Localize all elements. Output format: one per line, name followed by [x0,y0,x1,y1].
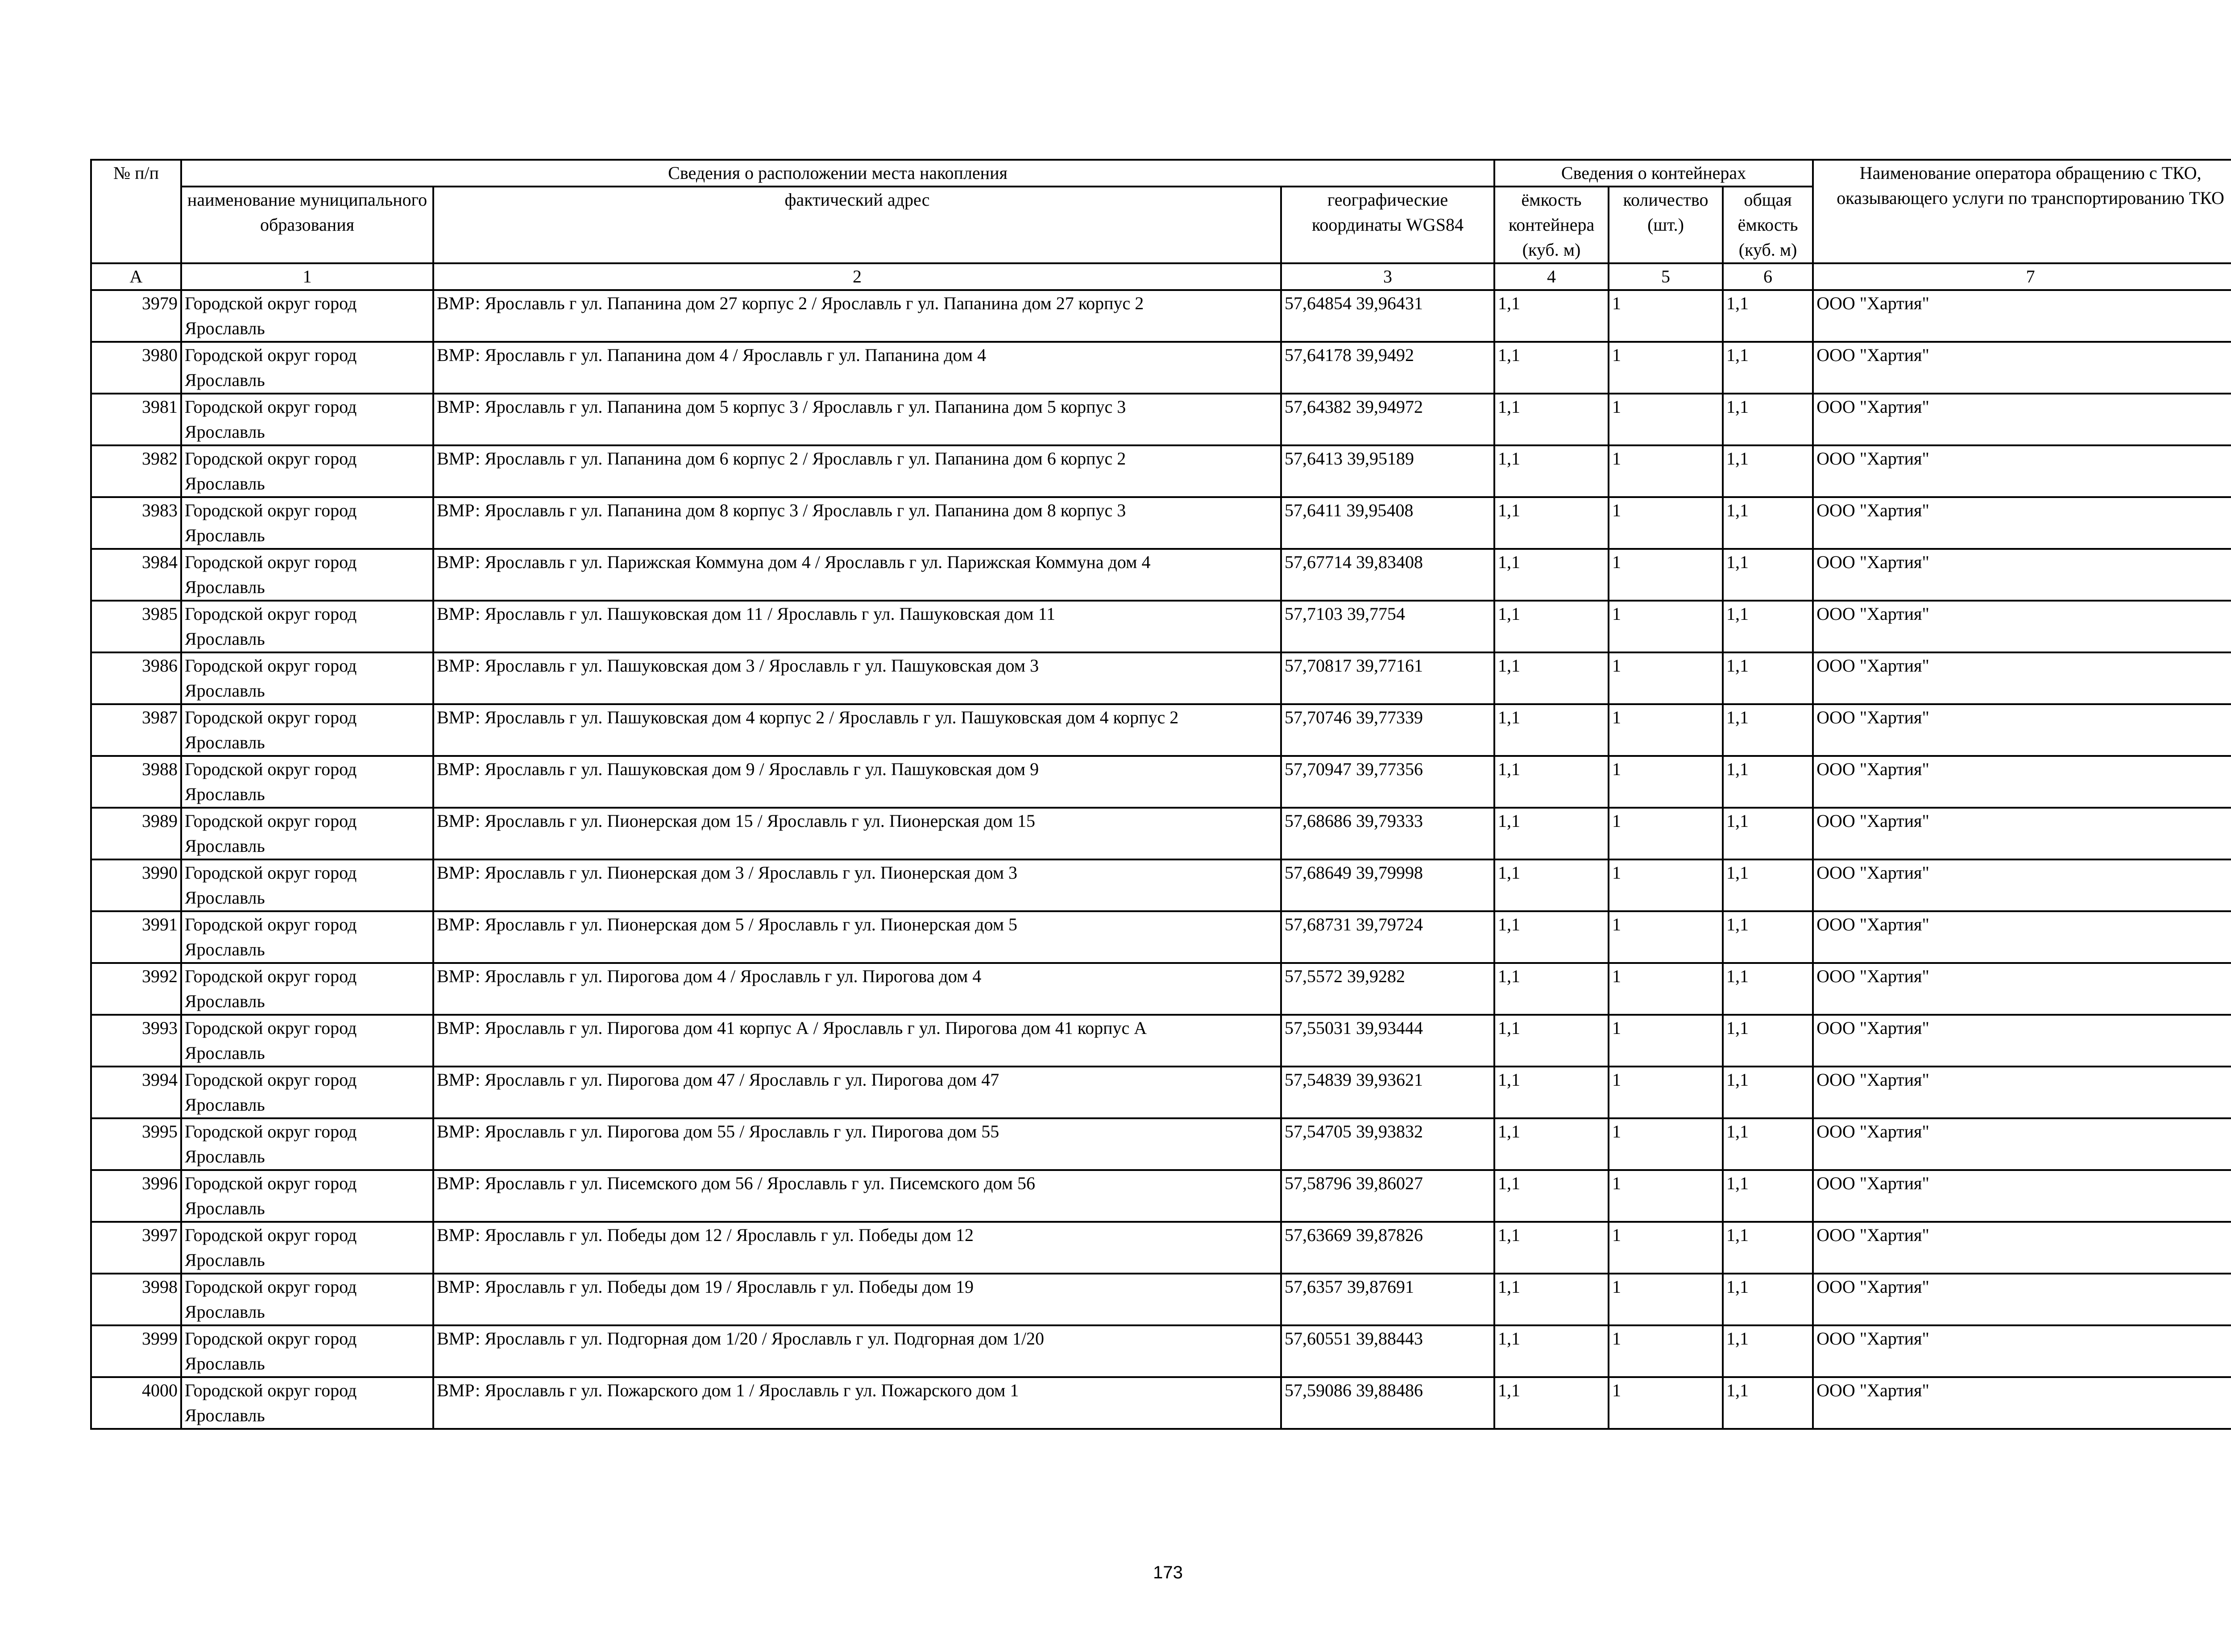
cell-coords: 57,70947 39,77356 [1281,756,1494,808]
index-cell: 6 [1723,263,1813,290]
index-cell: 5 [1609,263,1723,290]
table-row [91,963,2231,1015]
index-cell: А [91,263,181,290]
cell-count: 1 [1609,1118,1723,1170]
cell-address: ВМР: Ярославль г ул. Пирогова дом 41 корпус А / Ярославль г ул. Пирогова дом 41 корпус А [433,1015,1281,1067]
cell-count: 1 [1609,601,1723,652]
cell-total: 1,1 [1723,911,1813,963]
cell-count: 1 [1609,1067,1723,1118]
index-cell: 7 [1813,263,2231,290]
cell-coords: 57,7103 39,7754 [1281,601,1494,652]
header-index-row [91,263,2231,290]
cell-coords: 57,6413 39,95189 [1281,445,1494,497]
cell-total: 1,1 [1723,652,1813,704]
cell-municipality: Городской округ город Ярославль [181,911,433,963]
cell-total: 1,1 [1723,963,1813,1015]
cell-num: 3998 [91,1274,181,1325]
cell-address: ВМР: Ярославль г ул. Пионерская дом 5 / Ярославль г ул. Пионерская дом 5 [433,911,1281,963]
cell-total: 1,1 [1723,1118,1813,1170]
table-row [91,652,2231,704]
cell-operator: ООО "Хартия" [1813,1015,2231,1067]
header-address: фактический адрес [433,187,1281,263]
cell-address: ВМР: Ярославль г ул. Парижская Коммуна дом 4 / Ярославль г ул. Парижская Коммуна дом 4 [433,549,1281,601]
cell-address: ВМР: Ярославль г ул. Папанина дом 4 / Ярославль г ул. Папанина дом 4 [433,342,1281,394]
cell-capacity: 1,1 [1494,445,1609,497]
cell-total: 1,1 [1723,1222,1813,1274]
cell-address: ВМР: Ярославль г ул. Пашуковская дом 9 / Ярославль г ул. Пашуковская дом 9 [433,756,1281,808]
cell-coords: 57,67714 39,83408 [1281,549,1494,601]
cell-operator: ООО "Хартия" [1813,911,2231,963]
cell-operator: ООО "Хартия" [1813,1067,2231,1118]
table-row [91,808,2231,859]
cell-capacity: 1,1 [1494,601,1609,652]
page-number: 173 [1153,1563,1183,1582]
cell-num: 3983 [91,497,181,549]
cell-total: 1,1 [1723,1325,1813,1377]
cell-count: 1 [1609,290,1723,342]
cell-count: 1 [1609,1325,1723,1377]
cell-coords: 57,55031 39,93444 [1281,1015,1494,1067]
cell-address: ВМР: Ярославль г ул. Подгорная дом 1/20 / Ярославль г ул. Подгорная дом 1/20 [433,1325,1281,1377]
cell-count: 1 [1609,1222,1723,1274]
cell-total: 1,1 [1723,1015,1813,1067]
cell-coords: 57,6357 39,87691 [1281,1274,1494,1325]
cell-operator: ООО "Хартия" [1813,342,2231,394]
cell-operator: ООО "Хартия" [1813,497,2231,549]
cell-municipality: Городской округ город Ярославль [181,1222,433,1274]
cell-coords: 57,54705 39,93832 [1281,1118,1494,1170]
cell-address: ВМР: Ярославль г ул. Пашуковская дом 3 / Ярославль г ул. Пашуковская дом 3 [433,652,1281,704]
cell-operator: ООО "Хартия" [1813,290,2231,342]
cell-capacity: 1,1 [1494,963,1609,1015]
cell-operator: ООО "Хартия" [1813,859,2231,911]
cell-count: 1 [1609,1015,1723,1067]
cell-total: 1,1 [1723,497,1813,549]
cell-coords: 57,68649 39,79998 [1281,859,1494,911]
cell-address: ВМР: Ярославль г ул. Пионерская дом 15 / Ярославль г ул. Пионерская дом 15 [433,808,1281,859]
cell-municipality: Городской округ город Ярославль [181,652,433,704]
cell-capacity: 1,1 [1494,1118,1609,1170]
table-row [91,290,2231,342]
cell-num: 3980 [91,342,181,394]
cell-capacity: 1,1 [1494,394,1609,445]
cell-operator: ООО "Хартия" [1813,1325,2231,1377]
cell-coords: 57,63669 39,87826 [1281,1222,1494,1274]
cell-address: ВМР: Ярославль г ул. Пионерская дом 3 / Ярославль г ул. Пионерская дом 3 [433,859,1281,911]
cell-address: ВМР: Ярославль г ул. Пирогова дом 47 / Ярославль г ул. Пирогова дом 47 [433,1067,1281,1118]
table-row [91,601,2231,652]
cell-operator: ООО "Хартия" [1813,1170,2231,1222]
cell-operator: ООО "Хартия" [1813,601,2231,652]
cell-capacity: 1,1 [1494,704,1609,756]
cell-num: 3985 [91,601,181,652]
cell-municipality: Городской округ город Ярославль [181,290,433,342]
cell-count: 1 [1609,394,1723,445]
cell-total: 1,1 [1723,1067,1813,1118]
cell-coords: 57,64854 39,96431 [1281,290,1494,342]
cell-total: 1,1 [1723,1274,1813,1325]
table-row [91,1222,2231,1274]
cell-num: 3982 [91,445,181,497]
cell-total: 1,1 [1723,1377,1813,1429]
cell-total: 1,1 [1723,1170,1813,1222]
index-cell: 2 [433,263,1281,290]
table-row [91,1170,2231,1222]
cell-capacity: 1,1 [1494,342,1609,394]
header-operator: Наименование оператора обращению с ТКО, оказывающего услуги по транспортированию ТКО [1813,160,2231,263]
cell-operator: ООО "Хартия" [1813,652,2231,704]
cell-coords: 57,68731 39,79724 [1281,911,1494,963]
cell-capacity: 1,1 [1494,756,1609,808]
cell-count: 1 [1609,808,1723,859]
table-row [91,342,2231,394]
cell-municipality: Городской округ город Ярославль [181,601,433,652]
cell-count: 1 [1609,704,1723,756]
cell-coords: 57,6411 39,95408 [1281,497,1494,549]
cell-operator: ООО "Хартия" [1813,963,2231,1015]
cell-capacity: 1,1 [1494,1222,1609,1274]
cell-total: 1,1 [1723,290,1813,342]
cell-address: ВМР: Ярославль г ул. Пирогова дом 4 / Ярославль г ул. Пирогова дом 4 [433,963,1281,1015]
cell-total: 1,1 [1723,808,1813,859]
cell-municipality: Городской округ город Ярославль [181,1377,433,1429]
cell-num: 3990 [91,859,181,911]
cell-operator: ООО "Хартия" [1813,1222,2231,1274]
cell-coords: 57,70817 39,77161 [1281,652,1494,704]
table-row [91,704,2231,756]
cell-municipality: Городской округ город Ярославль [181,342,433,394]
cell-coords: 57,59086 39,88486 [1281,1377,1494,1429]
cell-operator: ООО "Хартия" [1813,1274,2231,1325]
cell-operator: ООО "Хартия" [1813,445,2231,497]
cell-total: 1,1 [1723,756,1813,808]
table-row [91,1377,2231,1429]
cell-municipality: Городской округ город Ярославль [181,1067,433,1118]
cell-num: 3993 [91,1015,181,1067]
cell-operator: ООО "Хартия" [1813,756,2231,808]
index-cell: 1 [181,263,433,290]
cell-count: 1 [1609,911,1723,963]
cell-operator: ООО "Хартия" [1813,704,2231,756]
registry-table [90,159,2231,1430]
cell-municipality: Городской округ город Ярославль [181,445,433,497]
cell-count: 1 [1609,1377,1723,1429]
cell-municipality: Городской округ город Ярославль [181,1274,433,1325]
table-row [91,1118,2231,1170]
cell-operator: ООО "Хартия" [1813,1118,2231,1170]
cell-address: ВМР: Ярославль г ул. Папанина дом 27 корпус 2 / Ярославль г ул. Папанина дом 27 корпус 2 [433,290,1281,342]
cell-address: ВМР: Ярославль г ул. Пирогова дом 55 / Ярославль г ул. Пирогова дом 55 [433,1118,1281,1170]
cell-municipality: Городской округ город Ярославль [181,963,433,1015]
cell-capacity: 1,1 [1494,652,1609,704]
table-row [91,756,2231,808]
cell-total: 1,1 [1723,601,1813,652]
table-row [91,394,2231,445]
cell-num: 3999 [91,1325,181,1377]
cell-total: 1,1 [1723,445,1813,497]
cell-coords: 57,60551 39,88443 [1281,1325,1494,1377]
cell-num: 3992 [91,963,181,1015]
cell-num: 3981 [91,394,181,445]
cell-municipality: Городской округ город Ярославль [181,1118,433,1170]
cell-num: 3996 [91,1170,181,1222]
cell-address: ВМР: Ярославль г ул. Победы дом 19 / Ярославль г ул. Победы дом 19 [433,1274,1281,1325]
cell-num: 3991 [91,911,181,963]
cell-num: 3986 [91,652,181,704]
cell-capacity: 1,1 [1494,549,1609,601]
header-capacity: ёмкость контейнера (куб. м) [1494,187,1609,263]
cell-address: ВМР: Ярославль г ул. Папанина дом 8 корпус 3 / Ярославль г ул. Папанина дом 8 корпус 3 [433,497,1281,549]
cell-count: 1 [1609,859,1723,911]
cell-capacity: 1,1 [1494,1170,1609,1222]
cell-count: 1 [1609,497,1723,549]
cell-count: 1 [1609,756,1723,808]
cell-municipality: Городской округ город Ярославль [181,1325,433,1377]
header-total: общая ёмкость (куб. м) [1723,187,1813,263]
table-row [91,859,2231,911]
index-cell: 4 [1494,263,1609,290]
header-coords: географические координаты WGS84 [1281,187,1494,263]
cell-capacity: 1,1 [1494,1274,1609,1325]
table-row [91,1274,2231,1325]
cell-capacity: 1,1 [1494,290,1609,342]
cell-capacity: 1,1 [1494,859,1609,911]
cell-num: 3994 [91,1067,181,1118]
header-containers-group: Сведения о контейнерах [1494,160,1813,187]
table-row [91,911,2231,963]
cell-num: 3979 [91,290,181,342]
cell-address: ВМР: Ярославль г ул. Папанина дом 6 корпус 2 / Ярославль г ул. Папанина дом 6 корпус 2 [433,445,1281,497]
cell-municipality: Городской округ город Ярославль [181,808,433,859]
table-row [91,1325,2231,1377]
cell-coords: 57,5572 39,9282 [1281,963,1494,1015]
cell-num: 3987 [91,704,181,756]
cell-operator: ООО "Хартия" [1813,808,2231,859]
cell-capacity: 1,1 [1494,808,1609,859]
cell-address: ВМР: Ярославль г ул. Пожарского дом 1 / Ярославль г ул. Пожарского дом 1 [433,1377,1281,1429]
cell-count: 1 [1609,963,1723,1015]
cell-coords: 57,58796 39,86027 [1281,1170,1494,1222]
cell-address: ВМР: Ярославль г ул. Пашуковская дом 4 корпус 2 / Ярославль г ул. Пашуковская дом 4 корпус 2 [433,704,1281,756]
cell-municipality: Городской округ город Ярославль [181,394,433,445]
cell-capacity: 1,1 [1494,911,1609,963]
cell-num: 3989 [91,808,181,859]
index-cell: 3 [1281,263,1494,290]
cell-coords: 57,70746 39,77339 [1281,704,1494,756]
header-location-group: Сведения о расположении места накопления [181,160,1494,187]
cell-operator: ООО "Хартия" [1813,549,2231,601]
cell-coords: 57,68686 39,79333 [1281,808,1494,859]
cell-address: ВМР: Ярославль г ул. Папанина дом 5 корпус 3 / Ярославль г ул. Папанина дом 5 корпус 3 [433,394,1281,445]
cell-municipality: Городской округ город Ярославль [181,859,433,911]
header-row-groups [91,160,2231,187]
cell-total: 1,1 [1723,394,1813,445]
cell-municipality: Городской округ город Ярославль [181,756,433,808]
cell-address: ВМР: Ярославль г ул. Писемского дом 56 / Ярославль г ул. Писемского дом 56 [433,1170,1281,1222]
cell-municipality: Городской округ город Ярославль [181,1170,433,1222]
cell-municipality: Городской округ город Ярославль [181,549,433,601]
cell-num: 3997 [91,1222,181,1274]
table-row [91,497,2231,549]
header-count: количество (шт.) [1609,187,1723,263]
cell-count: 1 [1609,1170,1723,1222]
table-row [91,1015,2231,1067]
cell-total: 1,1 [1723,859,1813,911]
cell-capacity: 1,1 [1494,1015,1609,1067]
cell-municipality: Городской округ город Ярославль [181,1015,433,1067]
table-row [91,1067,2231,1118]
cell-count: 1 [1609,652,1723,704]
cell-municipality: Городской округ город Ярославль [181,497,433,549]
cell-operator: ООО "Хартия" [1813,1377,2231,1429]
cell-count: 1 [1609,342,1723,394]
cell-capacity: 1,1 [1494,1377,1609,1429]
header-municipality: наименование муниципального образования [181,187,433,263]
cell-capacity: 1,1 [1494,1067,1609,1118]
cell-count: 1 [1609,1274,1723,1325]
cell-operator: ООО "Хартия" [1813,394,2231,445]
cell-municipality: Городской округ город Ярославль [181,704,433,756]
cell-coords: 57,64178 39,9492 [1281,342,1494,394]
cell-num: 3988 [91,756,181,808]
cell-address: ВМР: Ярославль г ул. Пашуковская дом 11 / Ярославль г ул. Пашуковская дом 11 [433,601,1281,652]
cell-count: 1 [1609,549,1723,601]
cell-capacity: 1,1 [1494,497,1609,549]
table-row [91,445,2231,497]
cell-num: 3995 [91,1118,181,1170]
table-row [91,549,2231,601]
cell-coords: 57,64382 39,94972 [1281,394,1494,445]
cell-total: 1,1 [1723,549,1813,601]
cell-total: 1,1 [1723,704,1813,756]
cell-capacity: 1,1 [1494,1325,1609,1377]
cell-address: ВМР: Ярославль г ул. Победы дом 12 / Ярославль г ул. Победы дом 12 [433,1222,1281,1274]
cell-coords: 57,54839 39,93621 [1281,1067,1494,1118]
cell-num: 3984 [91,549,181,601]
cell-num: 4000 [91,1377,181,1429]
header-num: № п/п [91,160,181,263]
cell-count: 1 [1609,445,1723,497]
cell-total: 1,1 [1723,342,1813,394]
